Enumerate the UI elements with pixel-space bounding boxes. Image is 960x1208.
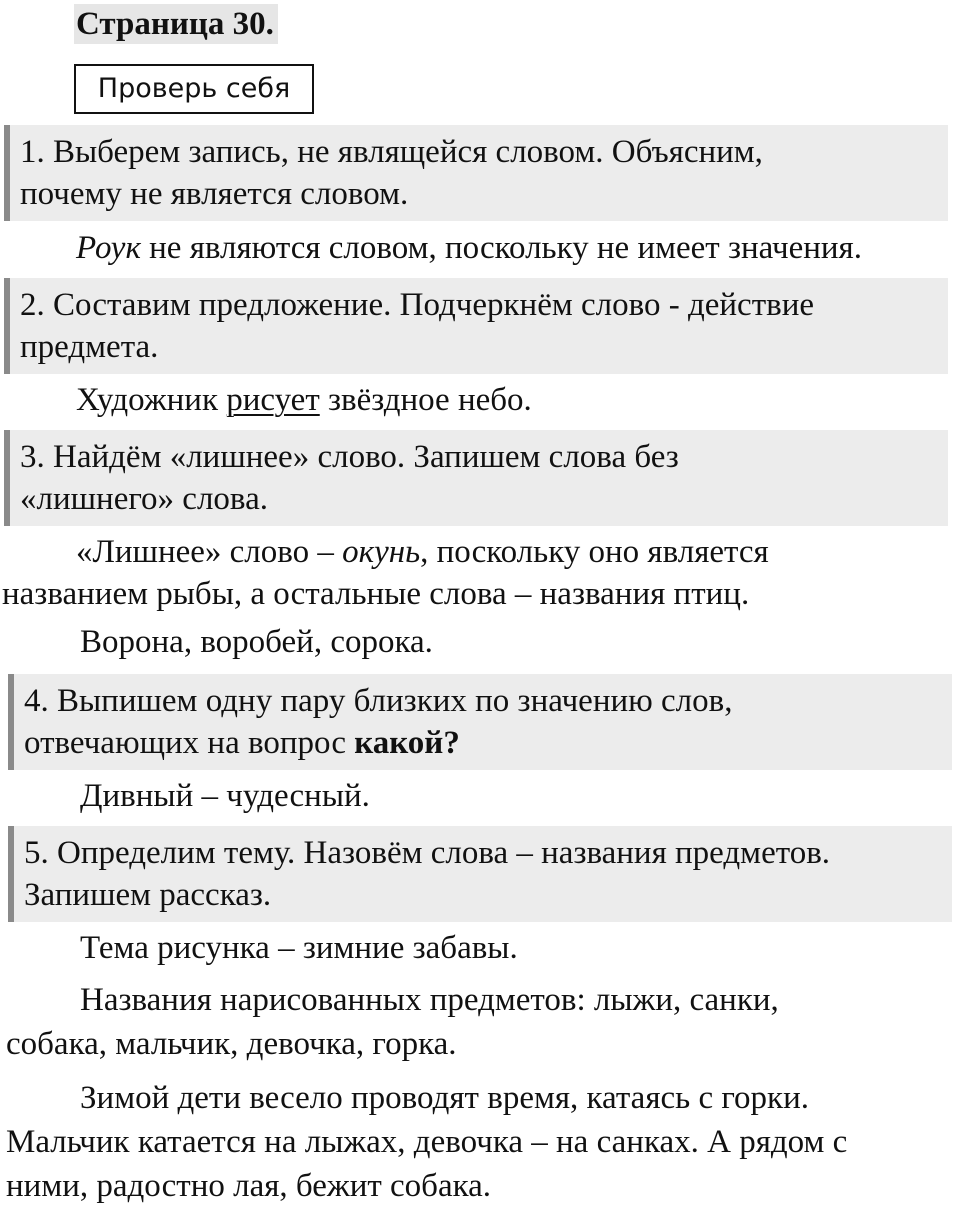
task-5-line-1: 5. Определим тему. Назовём слова – названия предметов. bbox=[24, 835, 831, 871]
answer-1-word: Роук bbox=[76, 230, 141, 266]
answer-5-theme: Тема рисунка – зимние забавы. bbox=[80, 930, 518, 966]
answer-5-names-line-1: Названия нарисованных предметов: лыжи, санки, bbox=[80, 982, 779, 1018]
answer-3-line-1 bbox=[76, 530, 960, 574]
answer-2 bbox=[76, 378, 960, 422]
task-3-line-1: 3. Найдём «лишнее» слово. Запишем слова без bbox=[20, 439, 679, 475]
task-4-line-2-text: отвечающих на вопрос bbox=[24, 725, 355, 761]
answer-5-story-line-2: Мальчик катается на лыжах, девочка – на санках. А рядом с bbox=[6, 1124, 848, 1160]
task-4-line-2 bbox=[24, 722, 944, 764]
task-5 bbox=[8, 826, 952, 922]
task-1-line-2: почему не является словом. bbox=[20, 176, 409, 212]
answer-4: Дивный – чудесный. bbox=[80, 778, 370, 814]
answer-5-names-line-2: собака, мальчик, девочка, горка. bbox=[6, 1026, 457, 1062]
answer-3-line-3: Ворона, воробей, сорока. bbox=[80, 624, 433, 660]
answer-2-start: Художник bbox=[76, 382, 227, 418]
task-1 bbox=[4, 125, 948, 221]
check-yourself-label: Проверь себя bbox=[74, 64, 314, 114]
answer-1-text: не являются словом, поскольку не имеет значения. bbox=[140, 230, 862, 266]
task-4 bbox=[8, 674, 952, 770]
answer-2-end: звёздное небо. bbox=[319, 382, 532, 418]
answer-3-end: , поскольку оно является bbox=[420, 534, 769, 570]
task-5-line-2: Запишем рассказ. bbox=[24, 877, 272, 913]
answer-1 bbox=[76, 226, 960, 270]
task-2 bbox=[4, 278, 948, 374]
task-3 bbox=[4, 430, 948, 526]
answer-5-story-line-1: Зимой дети весело проводят время, катаясь с горки. bbox=[80, 1080, 809, 1116]
task-4-question-word: какой? bbox=[354, 725, 460, 761]
task-2-line-2: предмета. bbox=[20, 329, 159, 365]
answer-2-underlined-verb: рисует bbox=[226, 382, 320, 418]
page-title: Страница 30. bbox=[74, 4, 278, 44]
answer-3-start: «Лишнее» слово – bbox=[76, 534, 343, 570]
answer-3-word: окунь bbox=[342, 534, 421, 570]
task-4-line-1: 4. Выпишем одну пару близких по значению слов, bbox=[24, 683, 733, 719]
task-3-line-2: «лишнего» слова. bbox=[20, 481, 268, 517]
task-2-line-1: 2. Составим предложение. Подчеркнём слово - действие bbox=[20, 287, 815, 323]
task-1-line-1: 1. Выберем запись, не являщейся словом. Объясним, bbox=[20, 134, 763, 170]
answer-5-story-line-3: ними, радостно лая, бежит собака. bbox=[6, 1168, 492, 1204]
answer-3-line-2: названием рыбы, а остальные слова – названия птиц. bbox=[2, 576, 750, 612]
